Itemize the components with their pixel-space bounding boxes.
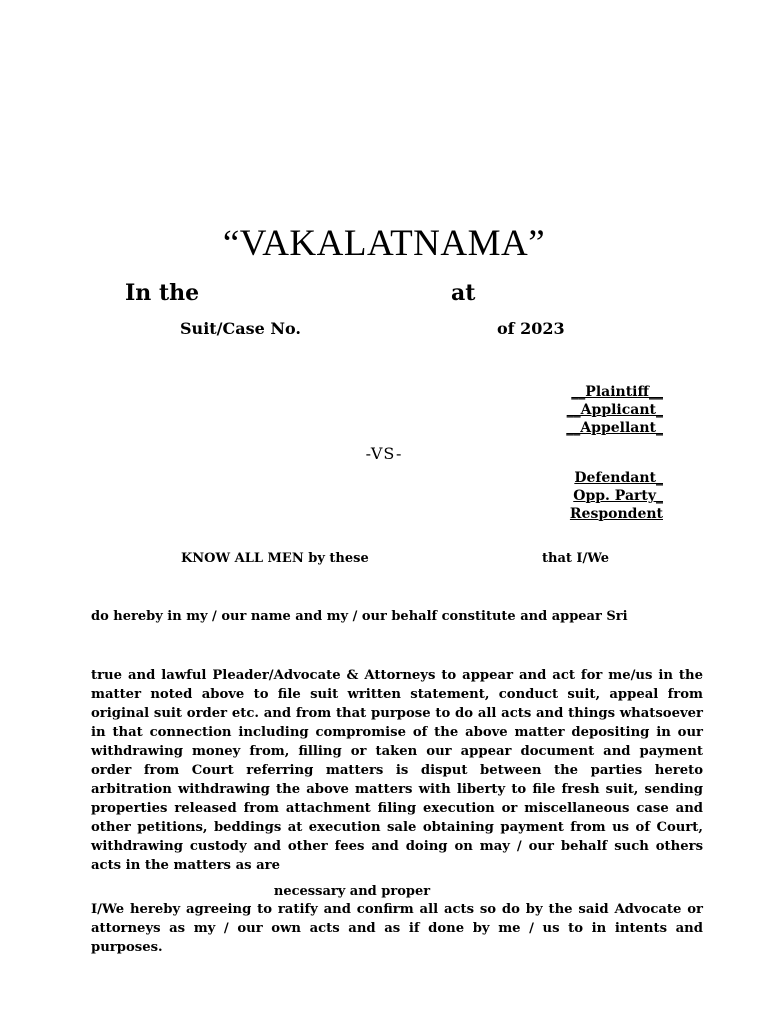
versus-label: -VS- [365, 444, 403, 463]
constitute-line: do hereby in my / our name and my / our behalf constitute and appear Sri [91, 609, 628, 624]
authority-paragraph: true and lawful Pleader/Advocate & Attorneys to appear and act for me/us in the matter noted above to file suit written statement, conduct suit, appeal from original suit order etc. and from that purpose to do all acts and things whatsoever in that connection including compromise of the above matter depositing in our withdrawing money from, filling or taken our appear document and payment order from Court referring matters is disput between the parties hereto arbitration withdrawing the above matters with liberty to file fresh suit, sending properties released from attachment filing execution or miscellaneous case and other petitions, beddings at execution sale obtaining payment from us of Court, withdrawing custody and other fees and doing on may / our behalf such others acts in the matters as are [91, 668, 703, 873]
respondent-role: Respondent [569, 506, 663, 522]
court-at: at [451, 280, 476, 306]
case-number-label: Suit/Case No. [180, 319, 301, 338]
case-year: of 2023 [497, 319, 565, 338]
that-i-we-text: that I/We [542, 551, 610, 566]
ratify-paragraph: I/We hereby agreeing to ratify and confirm all acts so do by the said Advocate or attorneys as my / our own acts and as if done by me / us to in intents and purposes. [91, 902, 703, 955]
court-prefix: In the [125, 280, 200, 306]
defendant-role: Defendant_ [574, 470, 663, 486]
plaintiff-role: __Plaintiff__ [571, 384, 663, 400]
applicant-role: __Applicant_ [566, 402, 663, 418]
necessary-proper-text: necessary and proper [273, 884, 431, 899]
appellant-role: __Appellant_ [566, 420, 663, 436]
know-all-men-text: KNOW ALL MEN by these [181, 551, 369, 566]
opp-party-role: Opp. Party_ [573, 488, 663, 504]
document-title: “VAKALATNAMA” [222, 223, 546, 264]
